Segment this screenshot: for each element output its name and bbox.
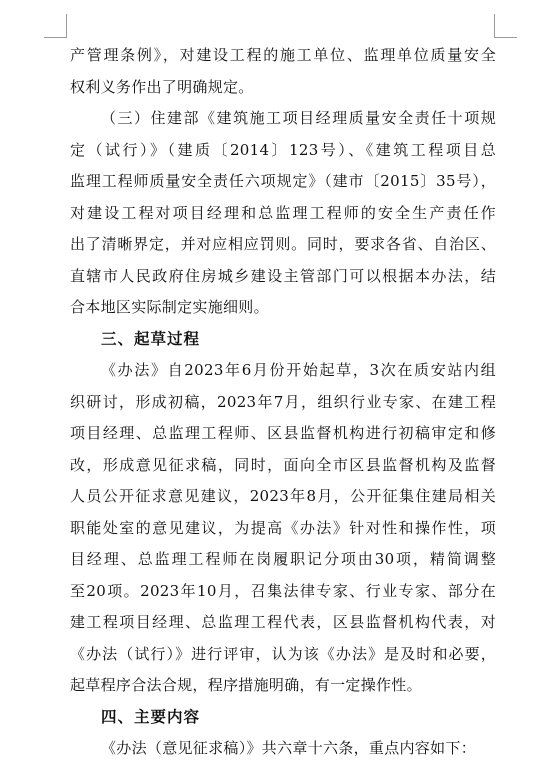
paragraph-line: 合本地区实际制定实施细则。	[70, 298, 269, 316]
paragraph-line: 项目经理、总监理工程师、区县监督机构进行初稿审定和修	[70, 424, 496, 442]
paragraph-line: 改，形成意见征求稿，同时，面向全市区县监督机构及监督	[70, 455, 496, 474]
section-heading: 三、起草过程	[101, 329, 201, 348]
paragraph-line: 权利义务作出了明确规定。	[70, 77, 254, 96]
document-page	[70, 40, 496, 765]
paragraph-line: 目经理、总监理工程师在岗履职记分项由30项，精简调整	[70, 550, 496, 568]
crop-mark-top-right-vertical	[494, 14, 495, 38]
paragraph-line: （三）住建部《建筑施工项目经理质量安全责任十项规	[101, 109, 496, 127]
paragraph-line: 《办法》自2023年6月份开始起草，3次在质安站内组	[101, 361, 496, 379]
paragraph-line: 产管理条例》，对建设工程的施工单位、监理单位质量安全	[70, 46, 496, 64]
paragraph-line: 职能处室的意见建议，为提高《办法》针对性和操作性，项	[70, 518, 496, 537]
paragraph-line: 直辖市人民政府住房城乡建设主管部门可以根据本办法，结	[70, 266, 496, 285]
paragraph-line: 人员公开征求意见建议，2023年8月，公开征集住建局相关	[70, 487, 496, 505]
paragraph-line: 《办法（试行）》进行评审，认为该《办法》是及时和必要，	[70, 644, 496, 663]
paragraph-line: 出了清晰界定，并对应相应罚则。同时，要求各省、自治区、	[70, 235, 496, 253]
paragraph-line: 至20项。2023年10月，召集法律专家、行业专家、部分在	[70, 581, 496, 600]
section-heading: 四、主要内容	[101, 707, 201, 726]
paragraph-line: 织研讨，形成初稿，2023年7月，组织行业专家、在建工程	[70, 392, 496, 411]
paragraph-line: 建工程项目经理、总监理工程代表，区县监督机构代表，对	[70, 613, 496, 631]
crop-mark-top-right-horizontal	[495, 37, 517, 38]
paragraph-line: 对建设工程对项目经理和总监理工程师的安全生产责任作	[70, 203, 496, 222]
crop-mark-top-left-horizontal	[44, 37, 66, 38]
paragraph-line: 《办法（意见征求稿）》共六章十六条，重点内容如下：	[101, 739, 477, 757]
paragraph-line: 起草程序合法合规，程序措施明确，有一定操作性。	[70, 676, 422, 694]
paragraph-line: 定（试行）》（建质〔2014〕123号）、《建筑工程项目总	[70, 140, 496, 159]
crop-mark-top-left-vertical	[66, 14, 67, 38]
paragraph-line: 监理工程师质量安全责任六项规定》（建市〔2015〕35号），	[70, 172, 496, 190]
